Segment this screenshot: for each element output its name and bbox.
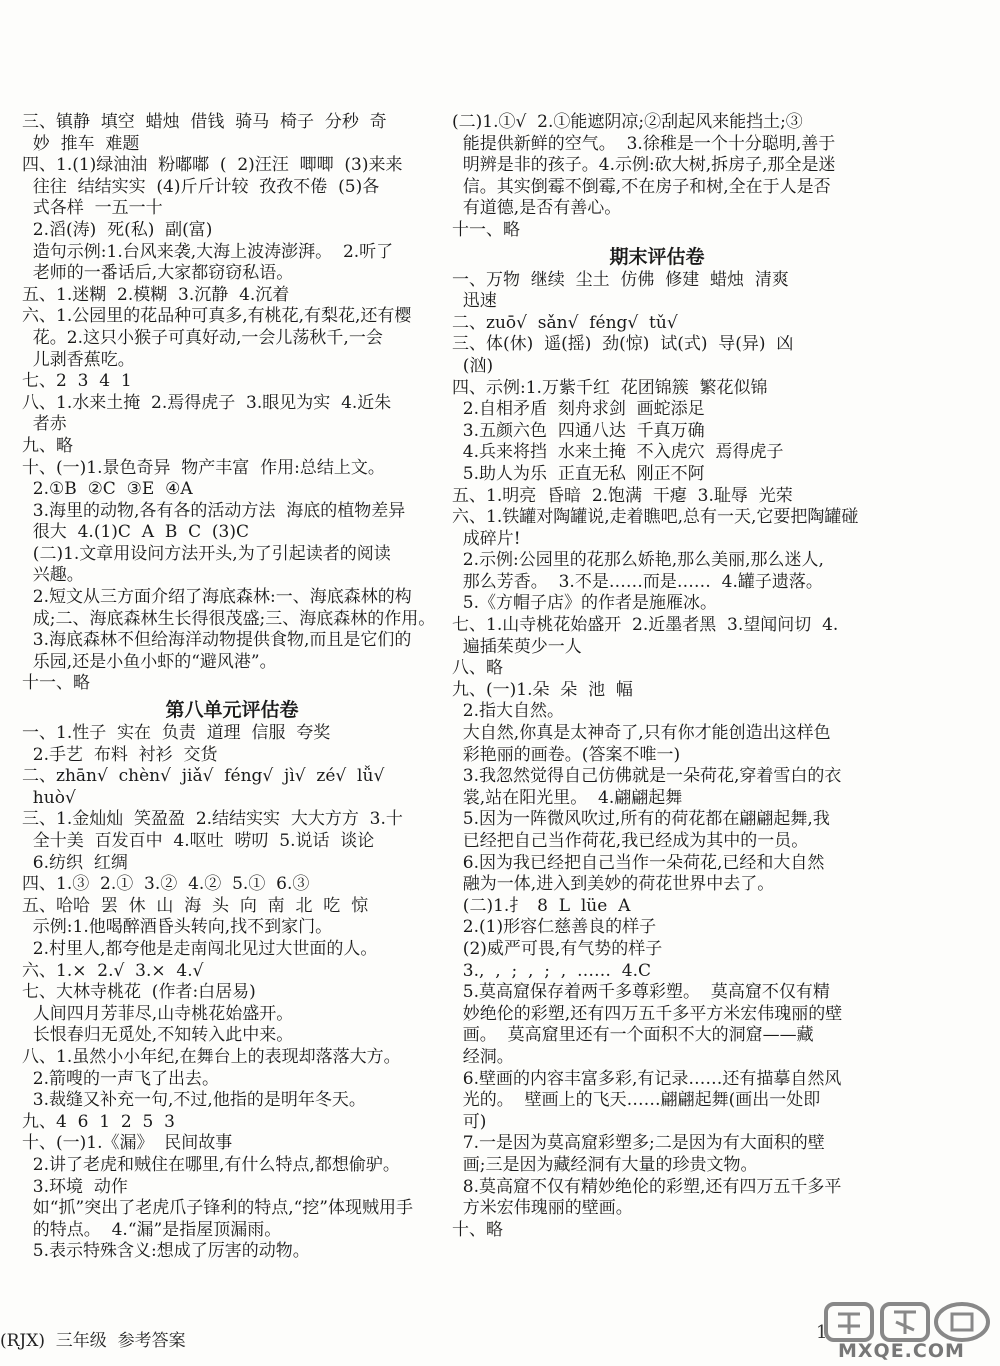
final-answer-line: 彩艳丽的画卷。(答案不唯一) <box>452 744 681 765</box>
final-answer-line: (2)威严可畏,有气势的样子 <box>452 938 663 959</box>
unit8-answer-line: 2.讲了老虎和贼住在哪里,有什么特点,都想偷驴。 <box>22 1154 400 1175</box>
unit8-answer-line: 示例:1.他喝醉酒昏头转向,找不到家门。 <box>22 917 333 938</box>
final-answer-line: (二)1.扌 8 L lüe A <box>452 895 631 916</box>
left-answer-line: 2.①B ②C ③E ④A <box>22 479 193 500</box>
unit8-answer-line: 5.表示特殊含义:想成了厉害的动物。 <box>22 1241 310 1262</box>
final-answer-line: 6.因为我已经把自己当作一朵荷花,已经和大自然 <box>452 852 825 873</box>
right-answer-line: (二)1.①√ 2.①能遮阴凉;②刮起风来能挡土;③ <box>452 112 803 132</box>
right-answer-line: 有道德,是否有善心。 <box>452 198 622 219</box>
final-answer-line: 三、体(休) 遥(摇) 劲(惊) 试(式) 导(异) 凶 <box>452 334 794 355</box>
unit8-answer-line: 2.村里人,都夸他是走南闯北见过大世面的人。 <box>22 938 378 959</box>
left-answer-line: 六、1.公园里的花品种可真多,有桃花,有梨花,还有樱 <box>22 306 412 327</box>
final-answer-line: 7.一是因为莫高窟彩塑多;二是因为有大面积的壁 <box>452 1133 825 1154</box>
unit8-answer-line: 一、1.性子 实在 负责 道理 信服 夸奖 <box>22 723 331 744</box>
left-answer-line: 五、1.迷糊 2.模糊 3.沉静 4.沉着 <box>22 284 290 305</box>
unit8-answer-line: 2.箭嗖的一声飞了出去。 <box>22 1068 220 1089</box>
final-answer-line: 6.壁画的内容丰富多彩,有记录……还有描摹自然风 <box>452 1068 842 1089</box>
final-answer-line: 六、1.铁罐对陶罐说,走着瞧吧,总有一天,它要把陶罐碰 <box>452 507 859 528</box>
left-answer-line: 乐园,还是小鱼小虾的“避风港”。 <box>22 651 277 672</box>
left-answer-line: 老师的一番话后,大家都窃窃私语。 <box>22 263 294 284</box>
left-answer-line: 式各样 一五一十 <box>22 198 163 219</box>
footer-label: (RJX) 三年级 参考答案 <box>0 1331 186 1351</box>
unit8-answer-line: 六、1.× 2.√ 3.× 4.√ <box>22 960 204 981</box>
left-answer-line: 四、1.(1)绿油油 粉嘟嘟 ( 2)汪汪 唧唧 (3)来来 <box>22 155 403 176</box>
left-answer-line: 兴趣。 <box>22 565 84 586</box>
left-answers-part1 <box>22 112 442 695</box>
left-answer-line: 八、1.水来土掩 2.焉得虎子 3.眼见为实 4.近朱 <box>22 392 392 413</box>
left-answer-line: 十一、略 <box>22 673 90 694</box>
unit8-answer-line: 人间四月芳菲尽,山寺桃花始盛开。 <box>22 1003 294 1024</box>
final-answer-line: 四、示例:1.万紫千红 花团锦簇 繁花似锦 <box>452 377 768 398</box>
final-answer-line: 二、zuō√ sǎn√ féng√ tǔ√ <box>452 312 678 333</box>
unit8-answer-line: 九、4 6 1 2 5 3 <box>22 1111 175 1132</box>
watermark-site: MXQE.COM <box>838 1340 965 1362</box>
final-answer-line: 成碎片! <box>452 528 521 549</box>
final-answer-line: 5.《方帽子店》的作者是施雁冰。 <box>452 593 718 614</box>
final-answer-line: 2.示例:公园里的花那么娇艳,那么美丽,那么迷人, <box>452 550 824 571</box>
unit8-heading: 第八单元评估卷 <box>165 699 299 722</box>
unit8-answer-line: 3.环境 动作 <box>22 1176 128 1197</box>
final-answer-line: 3.五颜六色 四通八达 千真万确 <box>452 420 705 441</box>
unit8-answer-line: 十、(一)1.《漏》 民间故事 <box>22 1133 233 1154</box>
right-answer-line: 明辨是非的孩子。4.示例:砍大树,拆房子,那全是迷 <box>452 155 836 176</box>
final-answer-line: 裳,站在阳光里。 4.翩翩起舞 <box>452 787 683 808</box>
unit8-answer-line: 七、大林寺桃花 (作者:白居易) <box>22 982 256 1003</box>
final-answer-line: 五、1.明亮 昏暗 2.饱满 干瘪 3.耻辱 光荣 <box>452 485 793 506</box>
final-answer-line: 3.我忽然觉得自己仿佛就是一朵荷花,穿着雪白的衣 <box>452 766 842 787</box>
watermark-logo-icon <box>820 1300 996 1344</box>
right-answer-line: 能提供新鲜的空气。 3.徐稚是一个十分聪明,善于 <box>452 133 836 154</box>
final-answer-line: 8.莫高窟不仅有精妙绝伦的彩塑,还有四万五千多平 <box>452 1176 842 1197</box>
final-answer-line: 大自然,你真是太神奇了,只有你才能创造出这样色 <box>452 723 831 744</box>
unit8-answer-line: 的特点。 4.“漏”是指屋顶漏雨。 <box>22 1219 282 1240</box>
left-answer-line: 成;二、海底森林生长得很茂盛;三、海底森林的作用。 <box>22 608 436 629</box>
final-answer-line: 2.(1)形容仁慈善良的样子 <box>452 917 657 938</box>
left-answer-line: 九、略 <box>22 435 73 456</box>
right-answers-part1 <box>452 112 862 242</box>
final-answer-line: 5.莫高窟保存着两千多尊彩塑。 莫高窟不仅有精 <box>452 982 830 1003</box>
final-answer-line: 八、略 <box>452 658 503 679</box>
final-answer-line: 方米宏伟瑰丽的壁画。 <box>452 1198 633 1219</box>
left-column <box>22 112 442 1263</box>
final-answer-line: 5.因为一阵微风吹过,所有的荷花都在翩翩起舞,我 <box>452 809 830 830</box>
left-answer-line: 花。2.这只小猴子可真好动,一会儿荡秋千,一会 <box>22 327 383 348</box>
page-number: 1 <box>816 1322 828 1343</box>
final-answer-line: 2.自相矛盾 刻舟求剑 画蛇添足 <box>452 399 705 420</box>
right-column <box>452 112 862 1241</box>
left-answer-line: 往往 结结实实 (4)斤斤计较 孜孜不倦 (5)各 <box>22 176 380 197</box>
final-answer-line: 那么芳香。 3.不是……而是…… 4.罐子遗落。 <box>452 571 823 592</box>
left-answer-line: 很大 4.(1)C A B C (3)C <box>22 522 250 543</box>
left-answer-line: 三、镇静 填空 蜡烛 借钱 骑马 椅子 分秒 奇 <box>22 112 387 132</box>
final-answer-line: 融为一体,进入到美妙的荷花世界中去了。 <box>452 874 775 895</box>
final-answer-line: 5.助人为乐 正直无私 刚正不阿 <box>452 463 705 484</box>
watermark-logo <box>820 1300 996 1362</box>
left-answer-line: 七、2 3 4 1 <box>22 371 132 392</box>
left-answer-line: 2.滔(涛) 死(私) 副(富) <box>22 219 213 240</box>
final-answer-line: 经洞。 <box>452 1046 514 1067</box>
unit8-answer-line: 五、哈哈 罢 休 山 海 头 向 南 北 吃 惊 <box>22 895 369 916</box>
final-answer-line: 遍插茱萸少一人 <box>452 636 582 657</box>
unit8-answer-line: 四、1.③ 2.① 3.② 4.② 5.① 6.③ <box>22 874 310 895</box>
final-answer-line: 迅速 <box>452 291 497 312</box>
unit8-answer-line: huò√ <box>22 787 76 808</box>
right-answers-part2 <box>452 270 862 1242</box>
final-answer-line: 可) <box>452 1111 487 1132</box>
final-exam-heading: 期末评估卷 <box>609 245 705 268</box>
unit8-answer-line: 八、1.虽然小小年纪,在舞台上的表现却落落大方。 <box>22 1046 401 1067</box>
final-answer-line: 妙绝伦的彩塑,还有四万五千多平方米宏伟瑰丽的壁 <box>452 1003 843 1024</box>
final-answer-line: 一、万物 继续 尘土 仿佛 修建 蜡烛 清爽 <box>452 269 789 290</box>
right-answer-line: 信。其实倒霉不倒霉,不在房子和树,全在于人是否 <box>452 176 831 197</box>
final-answer-line: 九、(一)1.朵 朵 池 幅 <box>452 679 633 700</box>
final-answer-line: 画;三是因为藏经洞有大量的珍贵文物。 <box>452 1154 758 1175</box>
left-answer-line: 十、(一)1.景色奇异 物产丰富 作用:总结上文。 <box>22 457 385 478</box>
unit8-answer-line: 2.手艺 布料 衬衫 交货 <box>22 744 218 765</box>
unit8-answer-line: 6.纺织 红绸 <box>22 852 128 873</box>
unit8-answer-line: 全十美 百发百中 4.呕吐 唠叨 5.说话 谈论 <box>22 831 375 851</box>
left-answer-line: 2.短文从三方面介绍了海底森林:一、海底森林的构 <box>22 587 412 608</box>
final-answer-line: 十、略 <box>452 1219 503 1240</box>
left-answer-line: 者赤 <box>22 414 67 435</box>
left-answer-line: 3.海底森林不但给海洋动物提供食物,而且是它们的 <box>22 630 412 651</box>
final-answer-line: 2.指大自然。 <box>452 701 565 722</box>
left-answer-line: 妙 推车 难题 <box>22 133 140 154</box>
final-answer-line: (汹) <box>452 355 494 376</box>
final-answer-line: 4.兵来将挡 水来土掩 不入虎穴 焉得虎子 <box>452 442 784 463</box>
final-answer-line: 画。 莫高窟里还有一个面积不大的洞窟——藏 <box>452 1025 814 1046</box>
final-answer-line: 3., , ; , ; , …… 4.C <box>452 960 651 981</box>
final-answer-line: 七、1.山寺桃花始盛开 2.近墨者黑 3.望闻问切 4. <box>452 615 839 636</box>
unit8-answer-line: 长恨春归无觅处,不知转入此中来。 <box>22 1025 294 1046</box>
final-answer-line: 已经把自己当作荷花,我已经成为其中的一员。 <box>452 831 809 851</box>
unit8-answer-line: 三、1.金灿灿 笑盈盈 2.结结实实 大大方方 3.十 <box>22 809 403 830</box>
left-answers-part2 <box>22 723 442 1263</box>
left-answer-line: 儿剥香蕉吃。 <box>22 349 135 370</box>
left-answer-line: (二)1.文章用设问方法开头,为了引起读者的阅读 <box>22 543 391 564</box>
right-answer-line: 十一、略 <box>452 219 520 240</box>
unit8-answer-line: 二、zhān√ chèn√ jiǎ√ féng√ jì√ zé√ lǚ√ <box>22 766 385 787</box>
left-answer-line: 造句示例:1.台风来袭,大海上波涛澎湃。 2.听了 <box>22 241 394 262</box>
left-answer-line: 3.海里的动物,各有各的活动方法 海底的植物差异 <box>22 500 406 521</box>
unit8-answer-line: 3.裁缝又补充一句,不过,他指的是明年冬天。 <box>22 1090 366 1111</box>
final-answer-line: 光的。 壁画上的飞天……翩翩起舞(画出一处即 <box>452 1090 821 1111</box>
unit8-answer-line: 如“抓”突出了老虎爪子锋利的特点,“挖”体现贼用手 <box>22 1198 413 1219</box>
